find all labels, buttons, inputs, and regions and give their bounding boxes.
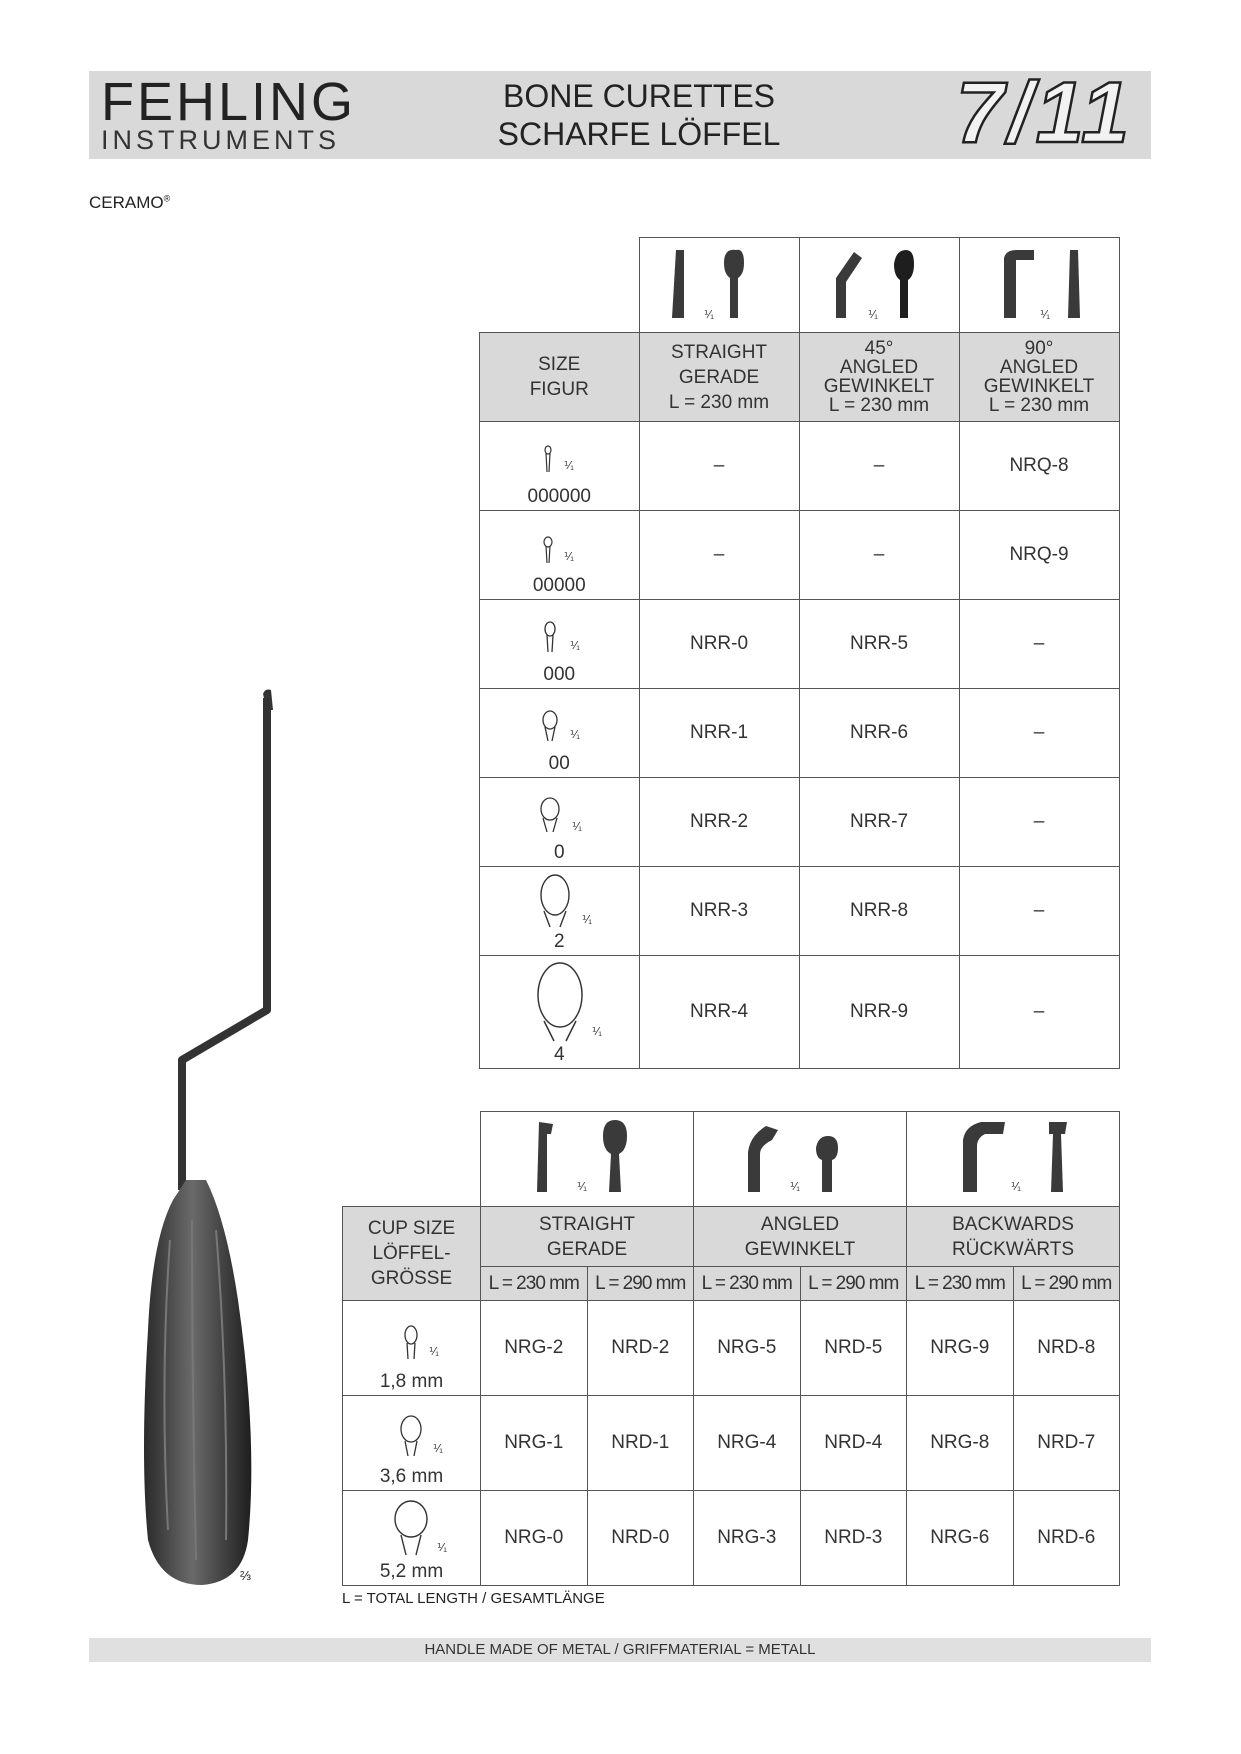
icon-scale: ⅟₁ [703, 309, 714, 321]
column-header-straight: STRAIGHT GERADE L = 230 mm [639, 333, 799, 422]
svg-text:⅟₁: ⅟₁ [564, 460, 574, 472]
code-cell: NRG-9 [907, 1301, 1014, 1396]
backwards-curette-icon [907, 1112, 1119, 1200]
title-german: SCHARFE LÖFFEL [497, 116, 781, 152]
cup-size-icon [538, 871, 598, 931]
length-header: L = 290 mm [1013, 1267, 1120, 1301]
code-cell: – [639, 422, 799, 511]
code-cell: – [959, 778, 1119, 867]
group-header-backwards: BACKWARDS RÜCKWÄRTS [907, 1207, 1120, 1267]
code-cell: NRG-4 [694, 1396, 801, 1491]
icon-cell-angled [694, 1112, 907, 1207]
code-cell: NRD-7 [1013, 1396, 1120, 1491]
size-label: 5,2 mm [379, 1561, 444, 1582]
cup-size-icon [391, 1497, 457, 1559]
svg-text:⅟₁: ⅟₁ [564, 551, 574, 563]
code-cell: NRR-8 [799, 867, 959, 956]
icon-cell-straight [481, 1112, 694, 1207]
code-cell: NRG-5 [694, 1301, 801, 1396]
code-cell: NRG-3 [694, 1491, 801, 1586]
column-header-45-angled: 45° ANGLED GEWINKELT L = 230 mm [799, 333, 959, 422]
code-cell: NRD-4 [800, 1396, 907, 1491]
length-header: L = 230 mm [907, 1267, 1014, 1301]
table-row [480, 778, 1120, 867]
size-label: 000 [543, 664, 576, 685]
brand-logo [101, 72, 357, 155]
code-cell: NRR-6 [799, 689, 959, 778]
brand-name: FEHLING [101, 72, 357, 132]
cup-size-icon [542, 535, 582, 565]
svg-text:⅟₁: ⅟₁ [577, 1181, 587, 1193]
code-cell: NRQ-9 [959, 511, 1119, 600]
column-header-90-angled: 90° ANGLED GEWINKELT L = 230 mm [959, 333, 1119, 422]
angled-90-curette-icon [960, 238, 1119, 326]
cup-size-icon [542, 620, 586, 654]
cup-size-icon [536, 959, 616, 1045]
table-row [343, 1396, 1120, 1491]
code-cell: NRR-1 [639, 689, 799, 778]
cup-size-header: CUP SIZE LÖFFEL- GRÖSSE [343, 1207, 481, 1301]
code-cell: NRR-4 [639, 956, 799, 1069]
size-cell [480, 956, 640, 1069]
code-cell: NRD-8 [1013, 1301, 1120, 1396]
table-row [480, 867, 1120, 956]
size-label: 3,6 mm [379, 1466, 444, 1487]
svg-text:⅟₁: ⅟₁ [572, 821, 582, 833]
code-cell: – [799, 511, 959, 600]
length-footnote: L = TOTAL LENGTH / GESAMTLÄNGE [342, 1590, 605, 1607]
size-label: 00000 [532, 575, 586, 596]
table-row [343, 1491, 1120, 1586]
code-cell: – [959, 867, 1119, 956]
table-row [343, 1301, 1120, 1396]
series-name: CERAMO® [89, 193, 171, 212]
code-cell: NRG-8 [907, 1396, 1014, 1491]
size-cell [343, 1491, 481, 1586]
size-label: 000000 [527, 486, 591, 507]
cup-size-icon [397, 1412, 451, 1460]
size-cell [343, 1301, 481, 1396]
code-cell: NRG-0 [481, 1491, 588, 1586]
svg-text:⅟₁: ⅟₁ [437, 1542, 447, 1554]
code-cell: NRR-5 [799, 600, 959, 689]
icon-cell-90 [959, 238, 1119, 333]
size-header: SIZE FIGUR [480, 333, 640, 422]
curette-table-1 [479, 237, 1120, 1069]
size-label: 00 [548, 753, 570, 774]
code-cell: NRQ-8 [959, 422, 1119, 511]
header-bar [89, 65, 1151, 161]
size-label: 2 [553, 931, 565, 952]
cup-size-icon [538, 796, 588, 836]
code-cell: NRD-3 [800, 1491, 907, 1586]
title-english: BONE CURETTES [502, 78, 776, 114]
svg-text:⅟₁: ⅟₁ [592, 1026, 602, 1038]
brand-subtitle: INSTRUMENTS [101, 125, 340, 155]
curette-table-2 [342, 1111, 1120, 1586]
size-cell [480, 511, 640, 600]
code-cell: NRG-2 [481, 1301, 588, 1396]
size-cell [480, 689, 640, 778]
page-number: 7/11 [956, 65, 1133, 161]
code-cell: NRR-9 [799, 956, 959, 1069]
group-header-straight: STRAIGHT GERADE [481, 1207, 694, 1267]
size-cell [480, 600, 640, 689]
illustration-scale: ⅔ [240, 1568, 251, 1583]
cup-size-icon [540, 709, 586, 745]
size-cell [480, 867, 640, 956]
code-cell: NRR-0 [639, 600, 799, 689]
straight-curette-icon [481, 1112, 693, 1200]
svg-text:⅟₁: ⅟₁ [570, 640, 580, 652]
code-cell: NRR-7 [799, 778, 959, 867]
angled-45-curette-icon [800, 238, 959, 326]
icon-scale: ⅟₁ [1039, 309, 1050, 321]
svg-text:⅟₁: ⅟₁ [570, 729, 580, 741]
length-header: L = 290 mm [587, 1267, 694, 1301]
icon-scale: ⅟₁ [867, 309, 878, 321]
size-label: 1,8 mm [379, 1371, 444, 1392]
curette-illustration [130, 680, 290, 1610]
size-label: 0 [553, 842, 565, 863]
code-cell: NRD-5 [800, 1301, 907, 1396]
code-cell: NRD-2 [587, 1301, 694, 1396]
cup-size-icon [401, 1323, 447, 1363]
svg-text:⅟₁: ⅟₁ [1011, 1181, 1021, 1193]
svg-text:⅟₁: ⅟₁ [582, 914, 592, 926]
table-row [480, 600, 1120, 689]
code-cell: NRR-2 [639, 778, 799, 867]
table-row [480, 511, 1120, 600]
size-cell [343, 1396, 481, 1491]
code-cell: NRR-3 [639, 867, 799, 956]
size-cell [480, 422, 640, 511]
code-cell: NRD-1 [587, 1396, 694, 1491]
code-cell: – [959, 600, 1119, 689]
table-row [480, 422, 1120, 511]
table-row [480, 689, 1120, 778]
size-label: 4 [553, 1044, 565, 1065]
length-header: L = 230 mm [481, 1267, 588, 1301]
code-cell: NRD-6 [1013, 1491, 1120, 1586]
cup-size-icon [542, 444, 582, 474]
code-cell: NRG-1 [481, 1396, 588, 1491]
code-cell: – [959, 956, 1119, 1069]
code-cell: – [799, 422, 959, 511]
table-row [480, 956, 1120, 1069]
icon-cell-45 [799, 238, 959, 333]
page-title [489, 77, 789, 153]
svg-text:⅟₁: ⅟₁ [433, 1443, 443, 1455]
code-cell: – [639, 511, 799, 600]
group-header-angled: ANGLED GEWINKELT [694, 1207, 907, 1267]
svg-text:⅟₁: ⅟₁ [790, 1181, 800, 1193]
code-cell: NRD-0 [587, 1491, 694, 1586]
icon-cell-backwards [907, 1112, 1120, 1207]
footer-note: HANDLE MADE OF METAL / GRIFFMATERIAL = METALL [89, 1638, 1151, 1662]
length-header: L = 290 mm [800, 1267, 907, 1301]
length-header: L = 230 mm [694, 1267, 801, 1301]
size-cell [480, 778, 640, 867]
straight-curette-icon [640, 238, 799, 326]
svg-text:⅟₁: ⅟₁ [429, 1346, 439, 1358]
icon-cell-straight [639, 238, 799, 333]
code-cell: NRG-6 [907, 1491, 1014, 1586]
code-cell: – [959, 689, 1119, 778]
angled-curette-icon [694, 1112, 906, 1200]
